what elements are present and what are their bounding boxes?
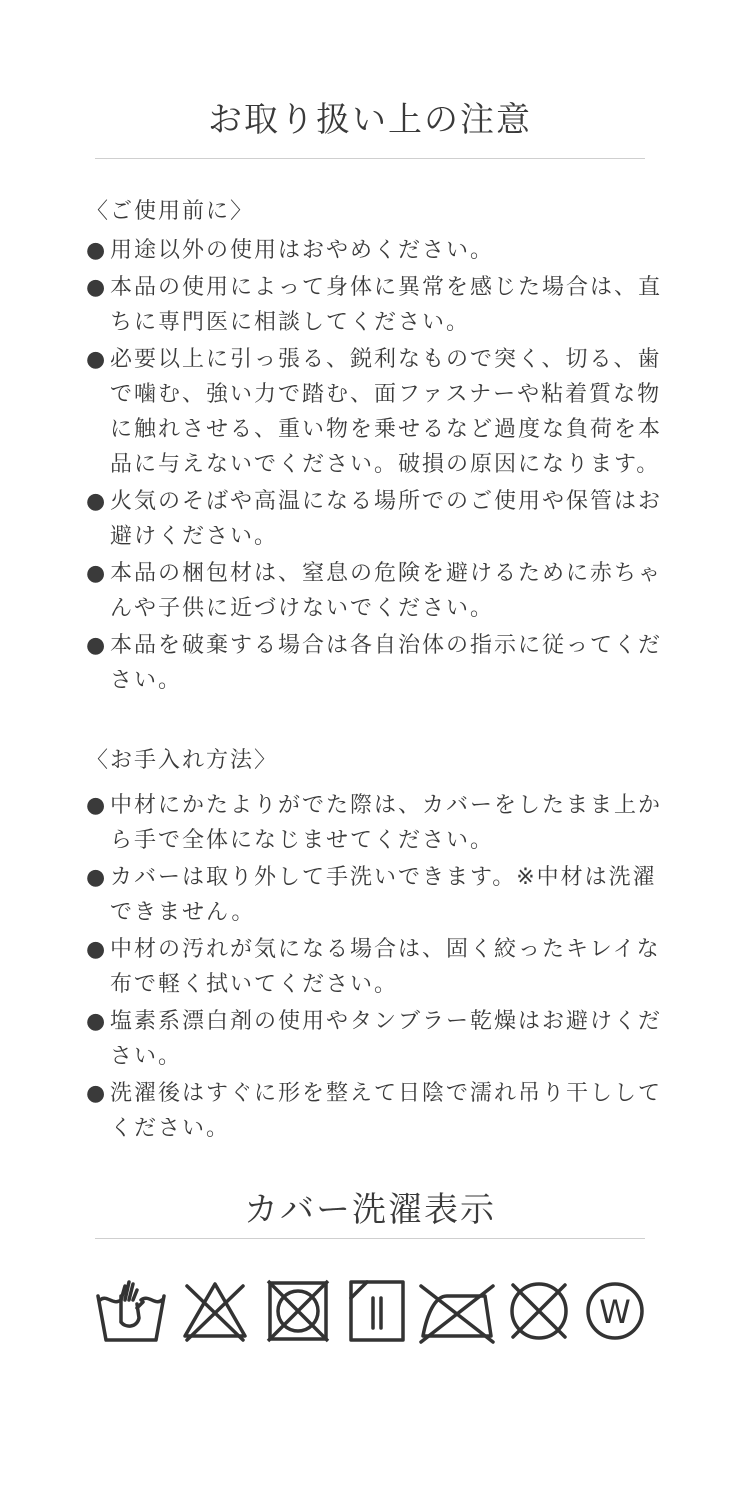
title-divider — [95, 158, 645, 159]
wet-clean-icon — [583, 1278, 647, 1344]
list-item-text: 塩素系漂白剤の使用やタンブラー乾燥はお避けください。 — [110, 1009, 663, 1069]
before-use-list — [86, 233, 662, 700]
care-label-title: カバー洗濯表示 — [244, 1190, 496, 1230]
bullet-icon: ● — [86, 633, 108, 658]
bullet-icon: ● — [86, 561, 108, 586]
list-item — [86, 788, 662, 858]
no-iron-icon — [417, 1278, 497, 1344]
list-item — [86, 233, 662, 268]
list-item-text: 火気のそばや高温になる場所でのご使用や保管はお避けください。 — [110, 489, 663, 549]
list-item-text: カバーは取り外して手洗いできます。※中材は洗濯できません。 — [110, 865, 657, 925]
list-item — [86, 1004, 662, 1074]
list-item-text: 本品の梱包材は、窒息の危険を避けるために赤ちゃんや子供に近づけないでください。 — [110, 561, 663, 621]
list-item — [86, 342, 662, 482]
bullet-icon: ● — [86, 1009, 108, 1034]
list-item — [86, 932, 662, 1002]
list-item-text: 洗濯後はすぐに形を整えて日陰で濡れ吊り干ししてください。 — [110, 1081, 663, 1141]
bullet-icon: ● — [86, 238, 108, 263]
list-item-text: 必要以上に引っ張る、鋭利なもので突く、切る、歯で噛む、強い力で踏む、面ファスナーや粘着質な物に触れさせる、重い物を乗せるなど過度な負荷を本品に与えないでください。破損の原因になります。 — [110, 347, 663, 477]
bullet-icon: ● — [86, 865, 108, 890]
list-item-text: 本品の使用によって身体に異常を感じた場合は、直ちに専門医に相談してください。 — [110, 275, 663, 335]
hand-wash-icon — [95, 1278, 167, 1344]
before-use-label: 〈ご使用前に〉 — [86, 199, 255, 224]
list-item — [86, 484, 662, 554]
list-item-text: 用途以外の使用はおやめください。 — [110, 238, 495, 263]
list-item — [86, 556, 662, 626]
wet-clean-letter: W — [599, 1293, 631, 1331]
bullet-icon: ● — [86, 489, 108, 514]
bullet-icon: ● — [86, 347, 108, 372]
no-tumble-dry-icon — [265, 1278, 331, 1344]
list-item — [86, 270, 662, 340]
list-item-text: 中材の汚れが気になる場合は、固く絞ったキレイな布で軽く拭いてください。 — [110, 937, 661, 997]
list-item — [86, 628, 662, 698]
no-dry-clean-icon — [505, 1278, 573, 1344]
notice-title: お取り扱い上の注意 — [208, 100, 532, 140]
list-item-text: 本品を破棄する場合は各自治体の指示に従ってください。 — [110, 633, 663, 693]
care-list — [86, 788, 662, 1148]
bullet-icon: ● — [86, 937, 108, 962]
care-label-divider — [95, 1238, 645, 1239]
list-item — [86, 860, 662, 930]
bullet-icon: ● — [86, 793, 108, 818]
list-item-text: 中材にかたよりがでた際は、カバーをしたまま上から手で全体になじませてください。 — [110, 793, 663, 853]
bullet-icon: ● — [86, 275, 108, 300]
care-symbols-row — [95, 1278, 645, 1346]
care-label: 〈お手入れ方法〉 — [86, 748, 279, 773]
list-item — [86, 1076, 662, 1146]
line-dry-shade-icon — [347, 1278, 407, 1344]
bullet-icon: ● — [86, 1081, 108, 1106]
no-bleach-icon — [181, 1278, 249, 1344]
